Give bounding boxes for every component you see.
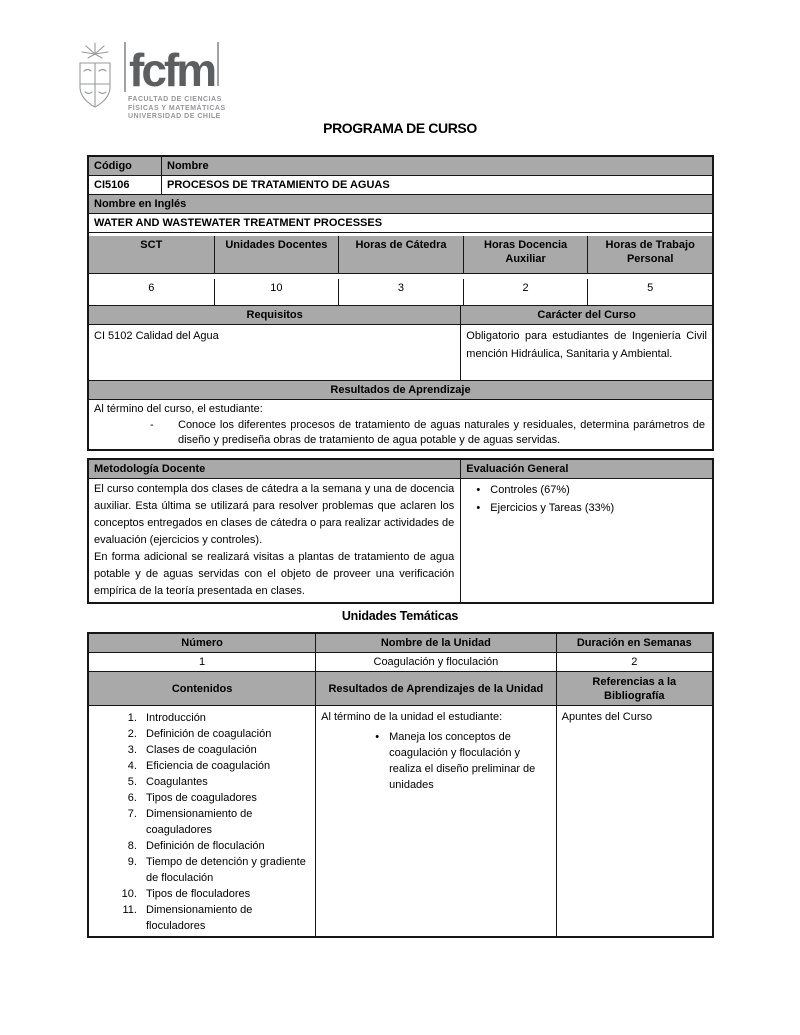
caracter-header: Carácter del Curso bbox=[460, 306, 712, 324]
evaluacion-header: Evaluación General bbox=[460, 460, 712, 478]
evaluacion-list-item bbox=[466, 483, 707, 498]
contenidos-list bbox=[94, 710, 310, 934]
faculty-line-3: UNIVERSIDAD DE CHILE bbox=[128, 113, 221, 120]
metodologia-paragraph-2: En forma adicional se realizará visitas a plantas de tratamiento de agua potable y de aguas servidas con el objeto de proveer una verificación empírica de la teoría presentada en clases. bbox=[94, 551, 455, 597]
resultados-header: Resultados de Aprendizaje bbox=[89, 381, 712, 399]
nombre-unidad-value: Coagulación y floculación bbox=[315, 653, 555, 671]
nombre-value: PROCESOS DE TRATAMIENTO DE AGUAS bbox=[161, 176, 712, 194]
bullet-icon: • bbox=[375, 731, 380, 743]
contenido-item: 2. Definición de coagulación bbox=[140, 726, 310, 742]
metodologia-evaluacion-table bbox=[87, 458, 714, 604]
codigo-header: Código bbox=[89, 157, 161, 175]
credit-header-unidades-docentes: Unidades Docentes bbox=[214, 236, 339, 273]
contenido-item: 3. Clases de coagulación bbox=[140, 742, 310, 758]
codigo-value: CI5106 bbox=[94, 179, 130, 191]
faculty-line-1: FACULTAD DE CIENCIAS bbox=[128, 96, 222, 103]
nombre-ingles-header: Nombre en Inglés bbox=[89, 195, 712, 213]
resultados-list-item bbox=[94, 418, 707, 447]
credit-value-unidades-docentes: 10 bbox=[214, 279, 339, 305]
resultados-unidad-item bbox=[321, 729, 550, 793]
evaluacion-body bbox=[460, 479, 712, 602]
unidades-tematicas-table bbox=[87, 632, 714, 938]
credit-value-horas-catedra: 3 bbox=[338, 279, 463, 305]
university-shield-icon bbox=[74, 42, 116, 116]
logo-bar-left bbox=[124, 42, 126, 92]
contenido-item: 9. Tiempo de detención y gradiente de floculación bbox=[140, 854, 310, 886]
nombre-ingles-value: WATER AND WASTEWATER TREATMENT PROCESSES bbox=[94, 217, 383, 229]
credit-header-horas-trabajo: Horas de Trabajo Personal bbox=[587, 236, 712, 273]
contenido-item: 1. Introducción bbox=[140, 710, 310, 726]
bullet-icon: • bbox=[476, 484, 481, 496]
nombre-header: Nombre bbox=[161, 157, 712, 175]
logo-bar-right bbox=[217, 42, 219, 86]
credit-header-horas-catedra: Horas de Cátedra bbox=[338, 236, 463, 273]
evaluacion-list-item bbox=[466, 501, 707, 516]
duracion-header: Duración en Semanas bbox=[556, 634, 712, 652]
evaluacion-item-ejercicios: Ejercicios y Tareas (33%) bbox=[490, 502, 615, 514]
dash-bullet: - bbox=[150, 419, 154, 431]
contenido-item: 5. Coagulantes bbox=[140, 774, 310, 790]
unidades-tematicas-heading: Unidades Temáticas bbox=[341, 609, 459, 623]
credit-value-sct: 6 bbox=[148, 282, 155, 294]
resultados-unidad-item-text: Maneja los conceptos de coagulación y floculación y realiza el diseño preliminar de unidades bbox=[389, 731, 536, 791]
fcfm-letters-gray1: fc bbox=[129, 44, 164, 96]
numero-header: Número bbox=[89, 634, 315, 652]
resultados-intro: Al término del curso, el estudiante: bbox=[94, 403, 263, 415]
nombre-unidad-header: Nombre de la Unidad bbox=[315, 634, 555, 652]
contenido-item: 11. Dimensionamiento de floculadores bbox=[140, 902, 310, 934]
credit-header-horas-docencia: Horas Docencia Auxiliar bbox=[463, 236, 588, 273]
course-info-table bbox=[87, 155, 714, 451]
resultados-unidad-intro: Al término de la unidad el estudiante: bbox=[321, 711, 503, 723]
contenido-item: 10. Tipos de floculadores bbox=[140, 886, 310, 902]
evaluacion-item-controles: Controles (67%) bbox=[490, 484, 570, 496]
resultados-item-text: Conoce los diferentes procesos de tratamiento de aguas naturales y residuales, determina parámetros de diseño y prediseña obras de tratamiento de agua potable y de aguas servidas. bbox=[178, 419, 705, 446]
fcfm-logo bbox=[74, 42, 226, 122]
caracter-value: Obligatorio para estudiantes de Ingeniería Civil mención Hidráulica, Sanitaria y Ambiental. bbox=[460, 325, 712, 380]
contenido-item: 7. Dimensionamiento de coaguladores bbox=[140, 806, 310, 838]
fcfm-letter-red: f bbox=[163, 44, 177, 96]
contenido-item: 4. Eficiencia de coagulación bbox=[140, 758, 310, 774]
numero-value: 1 bbox=[199, 656, 206, 668]
resultados-unidad-body bbox=[315, 706, 555, 936]
faculty-name-lines bbox=[128, 96, 226, 122]
credit-value-horas-docencia: 2 bbox=[463, 279, 588, 305]
referencias-body: Apuntes del Curso bbox=[556, 706, 712, 936]
metodologia-body bbox=[89, 479, 460, 602]
page-title: PROGRAMA DE CURSO bbox=[323, 120, 477, 136]
fcfm-letters-gray2: m bbox=[176, 44, 215, 96]
contenido-item: 6. Tipos de coaguladores bbox=[140, 790, 310, 806]
requisitos-value: CI 5102 Calidad del Agua bbox=[94, 330, 219, 342]
fcfm-wordmark bbox=[124, 42, 226, 96]
resultados-body bbox=[89, 400, 712, 449]
contenidos-header: Contenidos bbox=[89, 672, 315, 705]
logo-text-block bbox=[124, 42, 226, 122]
duracion-value: 2 bbox=[556, 653, 712, 671]
resultados-unidad-header: Resultados de Aprendizajes de la Unidad bbox=[315, 672, 555, 705]
evaluacion-list bbox=[466, 483, 707, 516]
contenidos-body bbox=[89, 706, 315, 936]
contenido-item: 8. Definición de floculación bbox=[140, 838, 310, 854]
metodologia-header: Metodología Docente bbox=[89, 460, 460, 478]
faculty-line-2: FÍSICAS Y MATEMÁTICAS bbox=[128, 104, 226, 112]
credit-header-sct: SCT bbox=[89, 236, 214, 273]
referencias-header: Referencias a la Bibliografía bbox=[556, 672, 712, 705]
requisitos-header: Requisitos bbox=[89, 306, 460, 324]
credit-value-horas-trabajo: 5 bbox=[587, 279, 712, 305]
bullet-icon: • bbox=[476, 502, 481, 514]
metodologia-paragraph-1: El curso contempla dos clases de cátedra a la semana y una de docencia auxiliar. Esta última se utilizará para resolver problemas que aclaren los conceptos entregados en clases de cátedra o para realizar actividades de evaluación (ejercicios y controles). bbox=[94, 483, 455, 546]
